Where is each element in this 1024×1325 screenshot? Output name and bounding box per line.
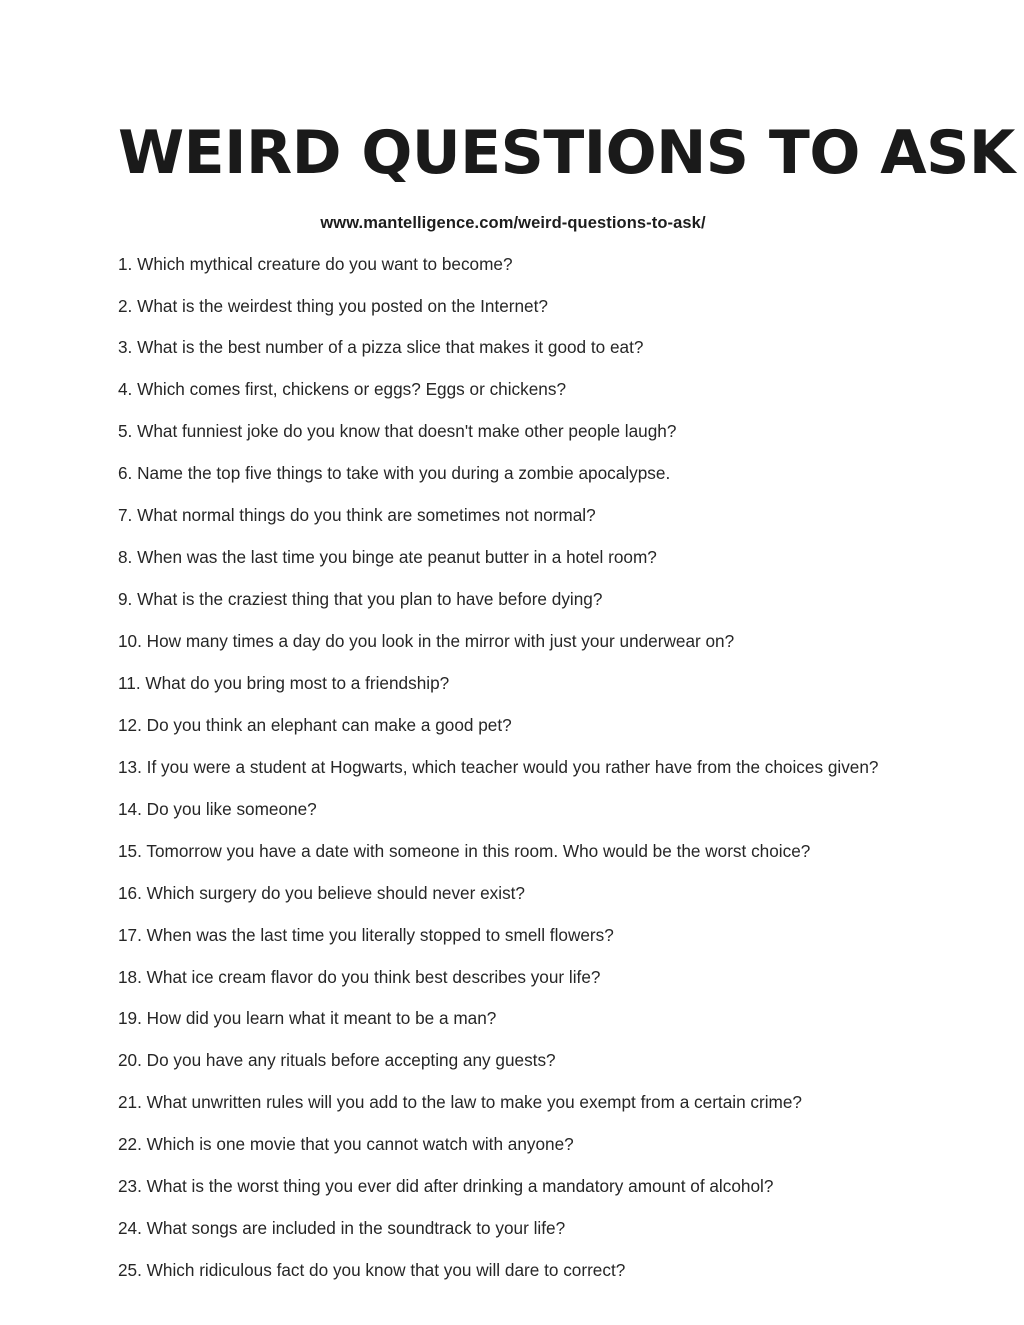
list-item: 21. What unwritten rules will you add to the law to make you exempt from a certain crime?: [118, 1092, 802, 1113]
list-item: 25. Which ridiculous fact do you know that you will dare to correct?: [118, 1260, 626, 1281]
list-item: 4. Which comes first, chickens or eggs? Eggs or chickens?: [118, 379, 567, 400]
list-item: 19. How did you learn what it meant to be a man?: [118, 1008, 497, 1029]
list-item: 12. Do you think an elephant can make a good pet?: [118, 714, 512, 735]
list-item: 22. Which is one movie that you cannot watch with anyone?: [118, 1134, 574, 1155]
list-item: 13. If you were a student at Hogwarts, which teacher would you rather have from the choices given?: [118, 756, 879, 777]
list-item: 20. Do you have any rituals before accepting any guests?: [118, 1050, 556, 1071]
list-item: 23. What is the worst thing you ever did after drinking a mandatory amount of alcohol?: [118, 1176, 774, 1197]
page-title: WEIRD QUESTIONS TO ASK: [118, 118, 1015, 188]
list-item: 9. What is the craziest thing that you plan to have before dying?: [118, 589, 603, 610]
list-item: 17. When was the last time you literally stopped to smell flowers?: [118, 924, 614, 945]
list-item: 15. Tomorrow you have a date with someone in this room. Who would be the worst choice?: [118, 840, 811, 861]
source-url: www.mantelligence.com/weird-questions-to-ask/: [320, 213, 706, 232]
list-item: 10. How many times a day do you look in the mirror with just your underwear on?: [118, 631, 735, 652]
list-item: 2. What is the weirdest thing you posted on the Internet?: [118, 295, 548, 316]
list-item: 5. What funniest joke do you know that doesn't make other people laugh?: [118, 421, 677, 442]
list-item: 6. Name the top five things to take with you during a zombie apocalypse.: [118, 463, 671, 484]
list-item: 7. What normal things do you think are sometimes not normal?: [118, 505, 596, 526]
list-item: 1. Which mythical creature do you want to become?: [118, 253, 513, 274]
document-content: [118, 0, 1015, 1281]
list-item: 11. What do you bring most to a friendship?: [118, 672, 450, 693]
list-item: 24. What songs are included in the soundtrack to your life?: [118, 1218, 566, 1239]
question-list: [118, 233, 908, 1281]
list-item: 18. What ice cream flavor do you think best describes your life?: [118, 966, 601, 987]
list-item: 16. Which surgery do you believe should never exist?: [118, 882, 525, 903]
list-item: 8. When was the last time you binge ate peanut butter in a hotel room?: [118, 547, 657, 568]
list-item: 14. Do you like someone?: [118, 798, 317, 819]
list-item: 3. What is the best number of a pizza slice that makes it good to eat?: [118, 337, 644, 358]
